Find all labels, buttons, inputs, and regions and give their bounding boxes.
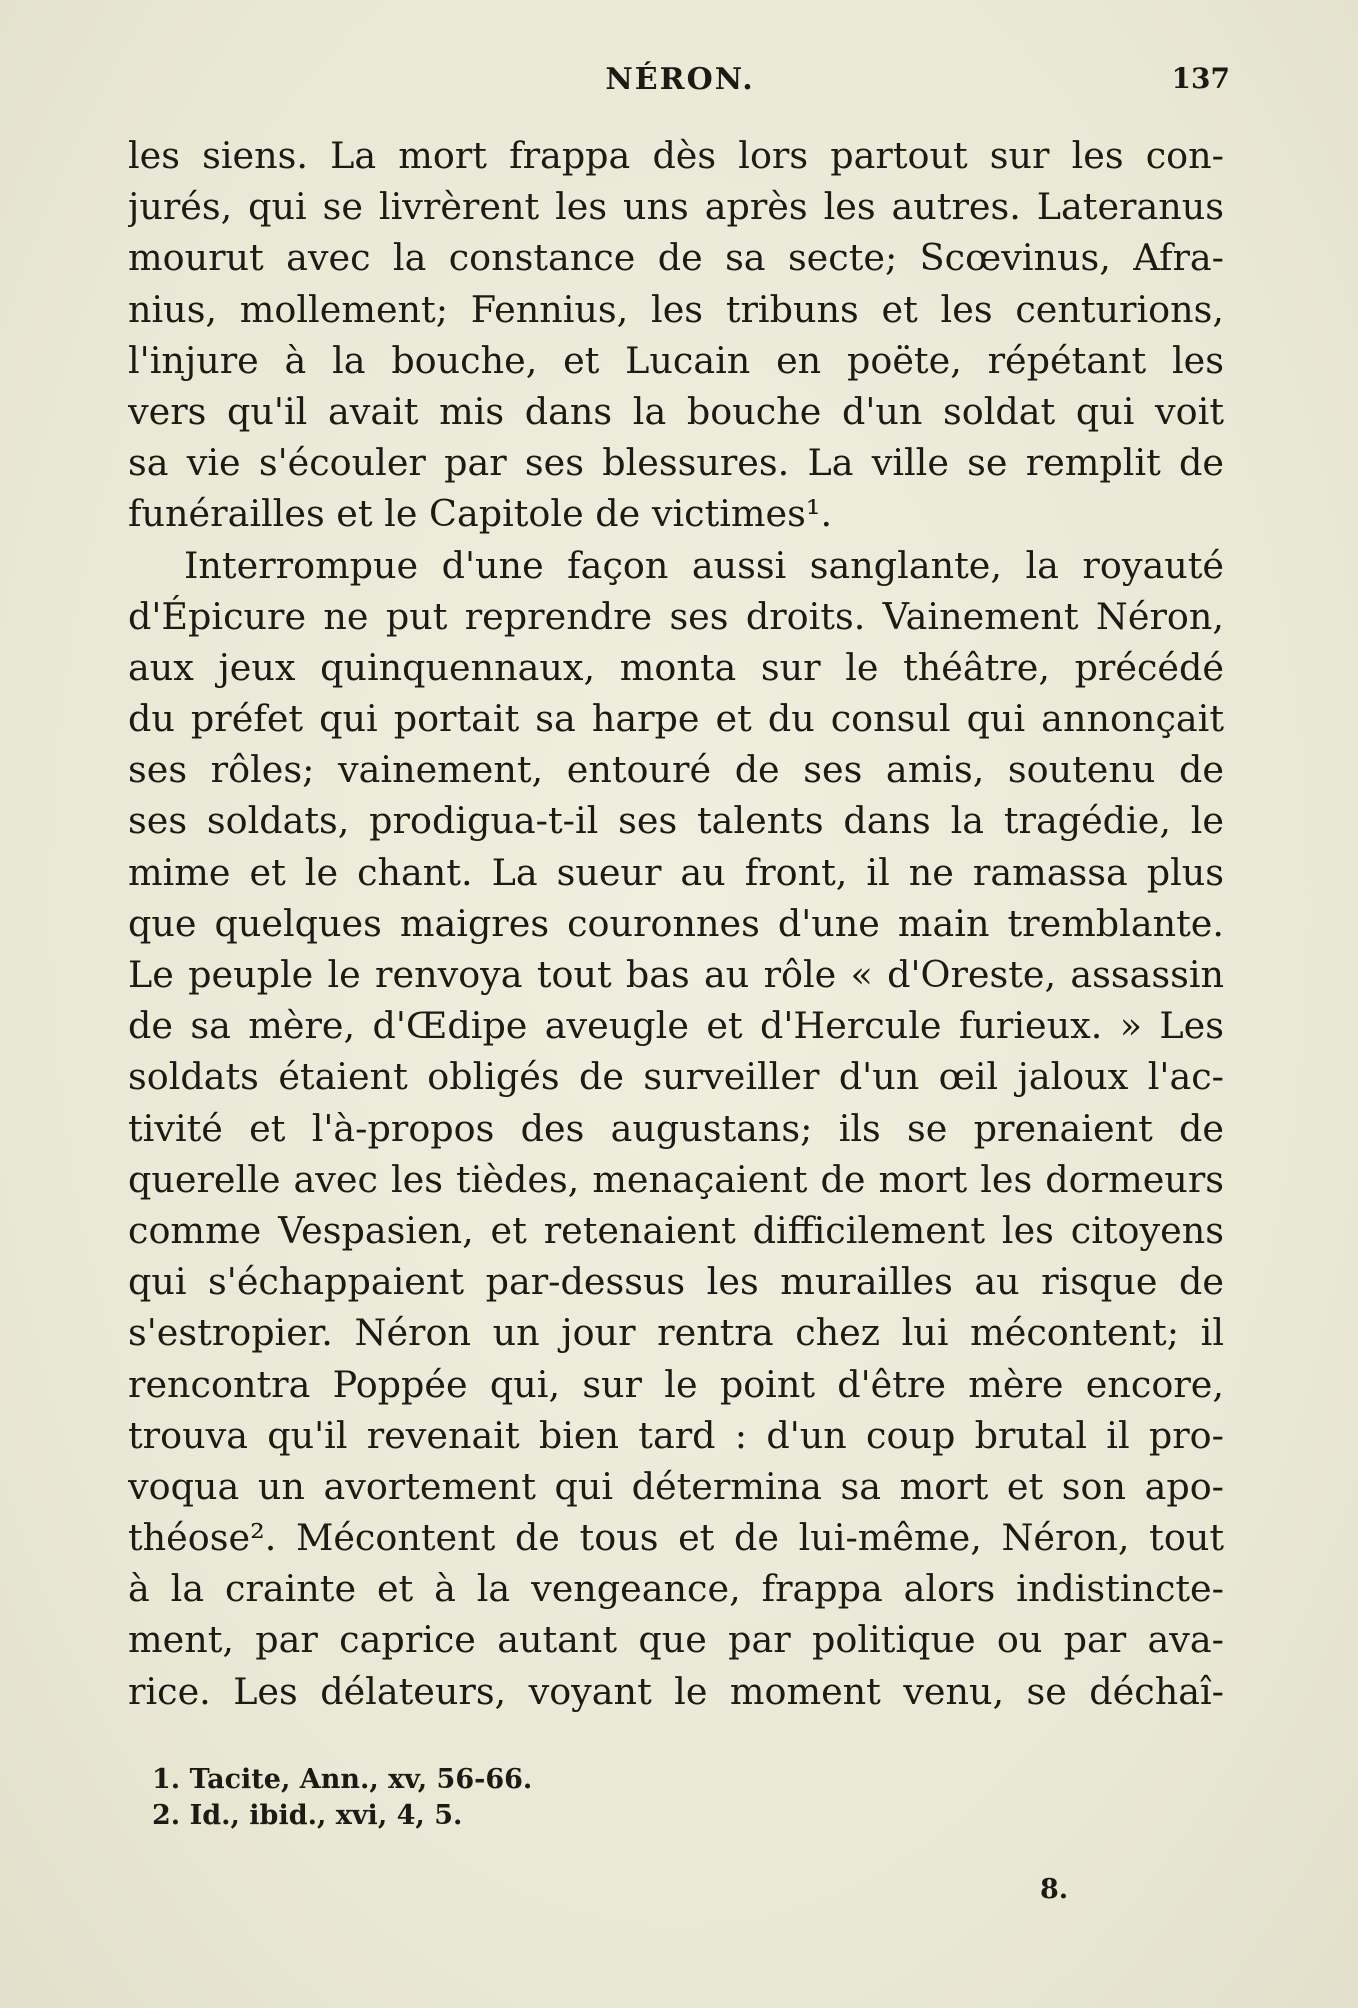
page-number: 137 bbox=[1171, 62, 1230, 95]
text-line: funérailles et le Capitole de victimes¹. bbox=[128, 492, 833, 536]
text-line: théose². Mécontent de tous et de lui-même, Néron, tout bbox=[128, 1516, 1224, 1560]
text-line: du préfet qui portait sa harpe et du consul qui annonçait bbox=[128, 697, 1224, 741]
text-line: ses soldats, prodigua-t-il ses talents dans la tragédie, le bbox=[128, 799, 1224, 843]
body-text bbox=[128, 130, 1224, 1717]
text-line: trouva qu'il revenait bien tard : d'un coup brutal il pro- bbox=[128, 1413, 1224, 1457]
footnote bbox=[152, 1798, 752, 1834]
text-line: que quelques maigres couronnes d'une main tremblante. bbox=[128, 901, 1224, 945]
text-line: ses rôles; vainement, entouré de ses amis, soutenu de bbox=[128, 748, 1224, 792]
footnote-text: Tacite, Ann., xv, 56-66. bbox=[189, 1764, 533, 1795]
text-line: les siens. La mort frappa dès lors partout sur les con- bbox=[128, 134, 1224, 177]
text-line: d'Épicure ne put reprendre ses droits. Vainement Néron, bbox=[128, 594, 1224, 638]
text-line: jurés, qui se livrèrent les uns après les autres. Lateranus bbox=[128, 185, 1224, 229]
text-line: mourut avec la constance de sa secte; Scœvinus, Afra- bbox=[128, 236, 1224, 280]
text-line: Interrompue d'une façon aussi sanglante, la royauté bbox=[184, 543, 1224, 587]
text-line: tivité et l'à-propos des augustans; ils se prenaient de bbox=[128, 1106, 1224, 1150]
footnote-text: Id., ibid., xvi, 4, 5. bbox=[189, 1800, 463, 1831]
text-line: s'estropier. Néron un jour rentra chez lui mécontent; il bbox=[128, 1311, 1224, 1355]
text-line: l'injure à la bouche, et Lucain en poëte, répétant les bbox=[128, 338, 1224, 382]
text-line: à la crainte et à la vengeance, frappa alors indistincte- bbox=[128, 1567, 1224, 1611]
signature-mark: 8. bbox=[1040, 1874, 1069, 1905]
text-line: ment, par caprice autant que par politique ou par ava- bbox=[128, 1618, 1224, 1662]
text-line: querelle avec les tièdes, menaçaient de mort les dormeurs bbox=[128, 1157, 1224, 1201]
text-line: soldats étaient obligés de surveiller d'un œil jaloux l'ac- bbox=[128, 1055, 1224, 1099]
text-line: rencontra Poppée qui, sur le point d'être mère encore, bbox=[128, 1362, 1224, 1406]
text-line: Le peuple le renvoya tout bas au rôle « d'Oreste, assassin bbox=[128, 953, 1224, 996]
text-line: rice. Les délateurs, voyant le moment venu, se déchaî- bbox=[128, 1669, 1224, 1713]
text-line: sa vie s'écouler par ses blessures. La ville se remplit de bbox=[128, 441, 1224, 485]
footnote-number: 2. bbox=[152, 1800, 181, 1831]
footnote bbox=[152, 1762, 752, 1798]
running-head-title: NÉRON. bbox=[605, 62, 755, 97]
text-line: qui s'échappaient par-dessus les murailles au risque de bbox=[128, 1260, 1224, 1304]
running-head bbox=[130, 62, 1230, 112]
text-line: comme Vespasien, et retenaient difficilement les citoyens bbox=[128, 1208, 1224, 1252]
text-line: vers qu'il avait mis dans la bouche d'un soldat qui voit bbox=[128, 389, 1224, 433]
footnotes bbox=[152, 1762, 752, 1834]
text-line: de sa mère, d'Œdipe aveugle et d'Hercule furieux. » Les bbox=[128, 1004, 1224, 1048]
text-line: nius, mollement; Fennius, les tribuns et les centurions, bbox=[128, 287, 1224, 331]
text-line: aux jeux quinquennaux, monta sur le théâtre, précédé bbox=[128, 645, 1224, 689]
text-line: mime et le chant. La sueur au front, il ne ramassa plus bbox=[128, 850, 1224, 894]
text-line: voqua un avortement qui détermina sa mort et son apo- bbox=[128, 1464, 1224, 1508]
footnote-number: 1. bbox=[152, 1764, 181, 1795]
